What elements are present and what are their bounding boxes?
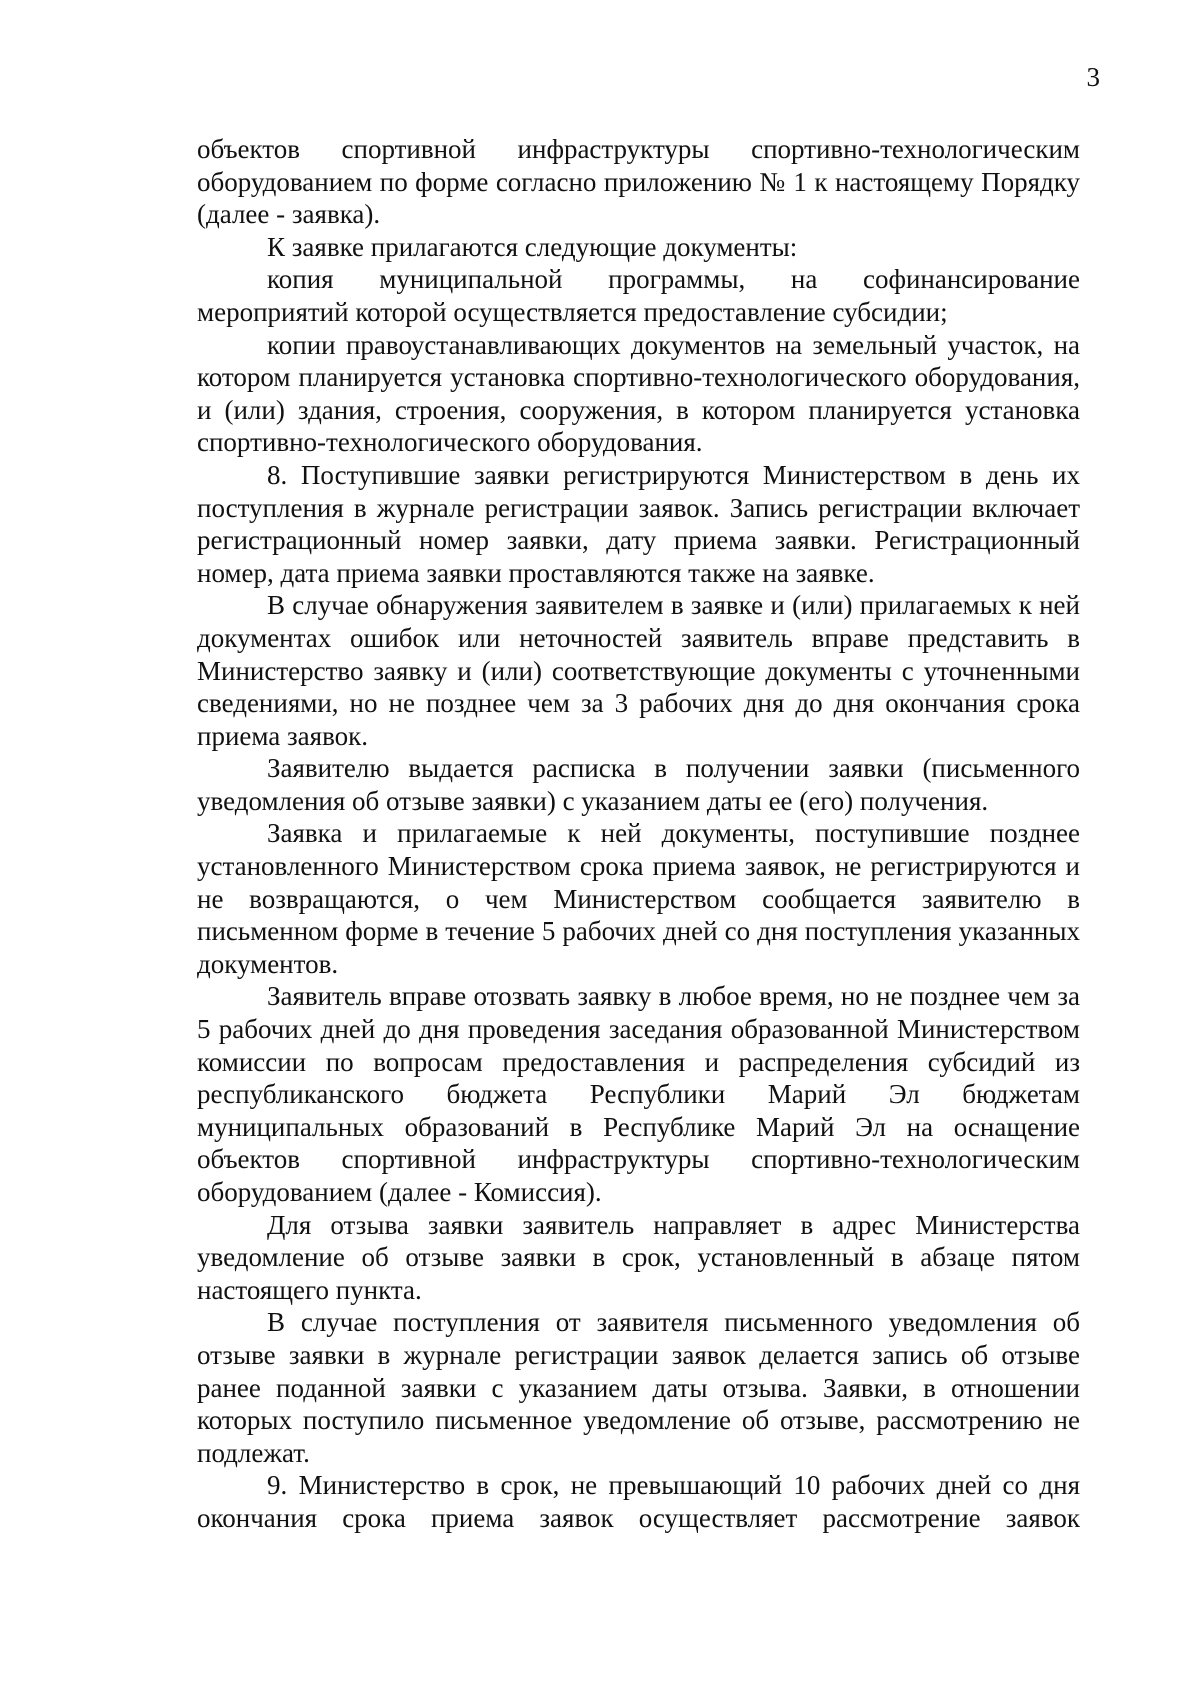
- paragraph-attachments-intro: К заявке прилагаются следующие документы:: [267, 231, 798, 262]
- page-number: 3: [1086, 62, 1100, 92]
- document-body: [197, 133, 1080, 1535]
- paragraph-program-copy: копия муниципальной программы, на софинансирование мероприятий которой осуществляется предоставление субсидии;: [197, 264, 1080, 327]
- paragraph-item-8: 8. Поступившие заявки регистрируются Министерством в день их поступления в журнале регистрации заявок. Запись регистрации включает регистрационный номер заявки, дату приема заявки. Регистрационный номер, дата приема заявки проставляются также на заявке.: [197, 459, 1080, 588]
- paragraph-errors: В случае обнаружения заявителем в заявке и (или) прилагаемых к ней документах ошибок или неточностей заявитель вправе представить в Министерство заявку и (или) соответствующие документы с уточненными сведениями, но не позднее чем за 3 рабочих дня до дня окончания срока приема заявок.: [197, 590, 1080, 751]
- paragraph-item-9: 9. Министерство в срок, не превышающий 10 рабочих дней со дня окончания срока приема заявок осуществляет рассмотрение заявок: [197, 1470, 1080, 1533]
- paragraph-late-applications: Заявка и прилагаемые к ней документы, поступившие позднее установленного Министерством срока приема заявок, не регистрируются и не возвращаются, о чем Министерством сообщается заявителю в письменном форме в течение 5 рабочих дней со дня поступления указанных документов.: [197, 818, 1080, 979]
- paragraph-receipt: Заявителю выдается расписка в получении заявки (письменного уведомления об отзыве заявки) с указанием даты ее (его) получения.: [197, 753, 1080, 816]
- paragraph-withdrawal-notice: Для отзыва заявки заявитель направляет в адрес Министерства уведомление об отзыве заявки в срок, установленный в абзаце пятом настоящего пункта.: [197, 1209, 1080, 1305]
- paragraph-continuation: объектов спортивной инфраструктуры спортивно-технологическим оборудованием по форме согласно приложению № 1 к настоящему Порядку (далее - заявка).: [197, 134, 1080, 230]
- paragraph-land-documents: копии правоустанавливающих документов на земельный участок, на котором планируется установка спортивно-технологического оборудования, и (или) здания, строения, сооружения, в котором планируется установка спортивно-технологического оборудования.: [197, 329, 1080, 458]
- paragraph-withdrawal-record: В случае поступления от заявителя письменного уведомления об отзыве заявки в журнале регистрации заявок делается запись об отзыве ранее поданной заявки с указанием даты отзыва. Заявки, в отношении которых поступило письменное уведомление об отзыве, рассмотрению не подлежат.: [197, 1307, 1080, 1468]
- paragraph-withdrawal: Заявитель вправе отозвать заявку в любое время, но не позднее чем за 5 рабочих дней до дня проведения заседания образованной Министерством комиссии по вопросам предоставления и распределения субсидий из республиканского бюджета Республики Марий Эл бюджетам муниципальных образований в Республике Марий Эл на оснащение объектов спортивной инфраструктуры спортивно-технологическим оборудованием (далее - Комиссия).: [197, 981, 1080, 1207]
